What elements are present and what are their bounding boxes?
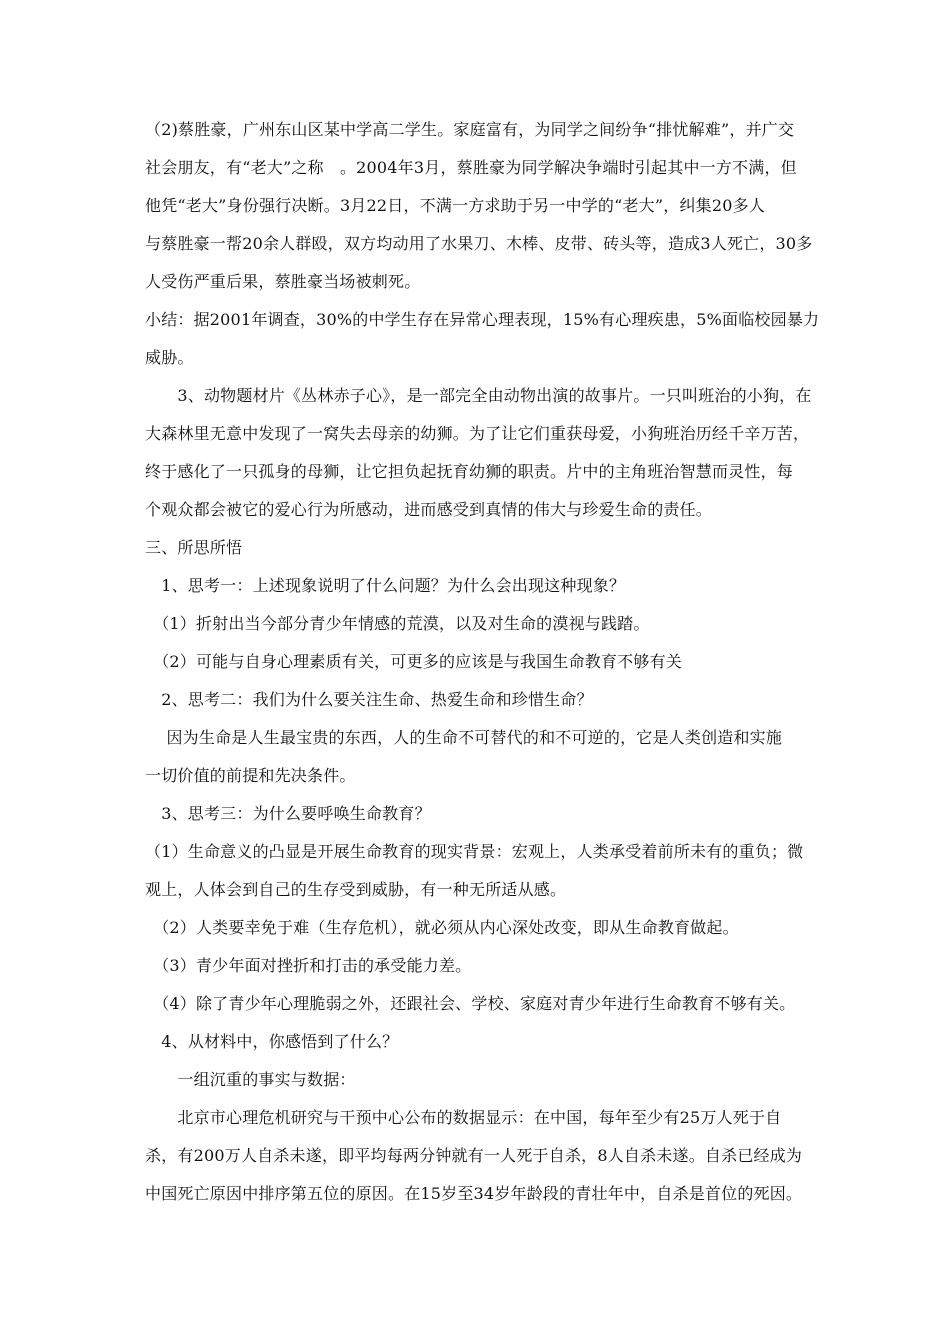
question-4: 4、从材料中，你感悟到了什么？ xyxy=(145,1032,399,1051)
paragraph-case2-line-5: 人受伤严重后果，蔡胜豪当场被刺死。 xyxy=(145,272,421,291)
facts-paragraph-line-3: 中国死亡原因中排序第五位的原因。在15岁至34岁年龄段的青壮年中，自杀是首位的死因。 xyxy=(145,1184,803,1203)
facts-subheading: 一组沉重的事实与数据： xyxy=(145,1070,356,1089)
paragraph-film-line-1: 3、动物题材片《丛林赤子心》，是一部完全由动物出演的故事片。一只叫班治的小狗，在 xyxy=(145,386,812,405)
paragraph-case2-line-1: （2)蔡胜豪，广州东山区某中学高二学生。家庭富有，为同学之间纷争“排忧解难”，并广交 xyxy=(145,120,795,139)
answer-3-item-1-line-2: 观上，人体会到自己的生存受到威胁，有一种无所适从感。 xyxy=(145,880,567,899)
question-2: 2、思考二：我们为什么要关注生命、热爱生命和珍惜生命？ xyxy=(145,690,593,709)
summary-line-2: 威胁。 xyxy=(145,348,194,367)
question-1: 1、思考一：上述现象说明了什么问题？为什么会出现这种现象？ xyxy=(145,576,626,595)
facts-paragraph-line-1: 北京市心理危机研究与干预中心公布的数据显示：在中国，每年至少有25万人死于自 xyxy=(145,1108,782,1127)
paragraph-film-line-2: 大森林里无意中发现了一窝失去母亲的幼狮。为了让它们重获母爱，小狗班治历经千辛万苦， xyxy=(145,424,810,443)
summary-line-1: 小结：据2001年调查，30%的中学生存在异常心理表现，15%有心理疾患，5%面临校园暴力 xyxy=(145,310,820,329)
paragraph-film-line-4: 个观众都会被它的爱心行为所感动，进而感受到真情的伟大与珍爱生命的责任。 xyxy=(145,500,713,519)
answer-3-item-4: （4）除了青少年心理脆弱之外，还跟社会、学校、家庭对青少年进行生命教育不够有关。 xyxy=(145,994,796,1013)
answer-1-item-1: （1）折射出当今部分青少年情感的荒漠，以及对生命的漠视与践踏。 xyxy=(145,614,650,633)
answer-3-item-2: （2）人类要幸免于难（生存危机），就必须从内心深处改变，即从生命教育做起。 xyxy=(145,918,739,937)
paragraph-case2-line-4: 与蔡胜豪一帮20余人群殴，双方均动用了水果刀、木棒、皮带、砖头等，造成3人死亡，30多 xyxy=(145,234,813,253)
answer-1-item-2: （2）可能与自身心理素质有关，可更多的应该是与我国生命教育不够有关 xyxy=(145,652,682,671)
answer-3-item-1-line-1: （1）生命意义的凸显是开展生命教育的现实背景：宏观上，人类承受着前所未有的重负；微 xyxy=(145,842,804,861)
paragraph-case2-line-3: 他凭“老大”身份强行决断。3月22日，不满一方求助于另一中学的“老大”，纠集20多人 xyxy=(145,196,766,215)
question-3: 3、思考三：为什么要呼唤生命教育？ xyxy=(145,804,431,823)
paragraph-case2-line-2: 社会朋友，有“老大”之称 。2004年3月，蔡胜豪为同学解决争端时引起其中一方不满，但 xyxy=(145,158,797,177)
answer-2-line-1: 因为生命是人生最宝贵的东西，人的生命不可替代的和不可逆的，它是人类创造和实施 xyxy=(145,728,783,747)
answer-2-line-2: 一切价值的前提和先决条件。 xyxy=(145,766,356,785)
facts-paragraph-line-2: 杀，有200万人自杀未遂，即平均每两分钟就有一人死于自杀，8人自杀未遂。自杀已经成为 xyxy=(145,1146,803,1165)
answer-3-item-3: （3）青少年面对挫折和打击的承受能力差。 xyxy=(145,956,472,975)
section-heading: 三、所思所悟 xyxy=(145,538,243,557)
paragraph-film-line-3: 终于感化了一只孤身的母狮，让它担负起抚育幼狮的职责。片中的主角班治智慧而灵性，每 xyxy=(145,462,794,481)
